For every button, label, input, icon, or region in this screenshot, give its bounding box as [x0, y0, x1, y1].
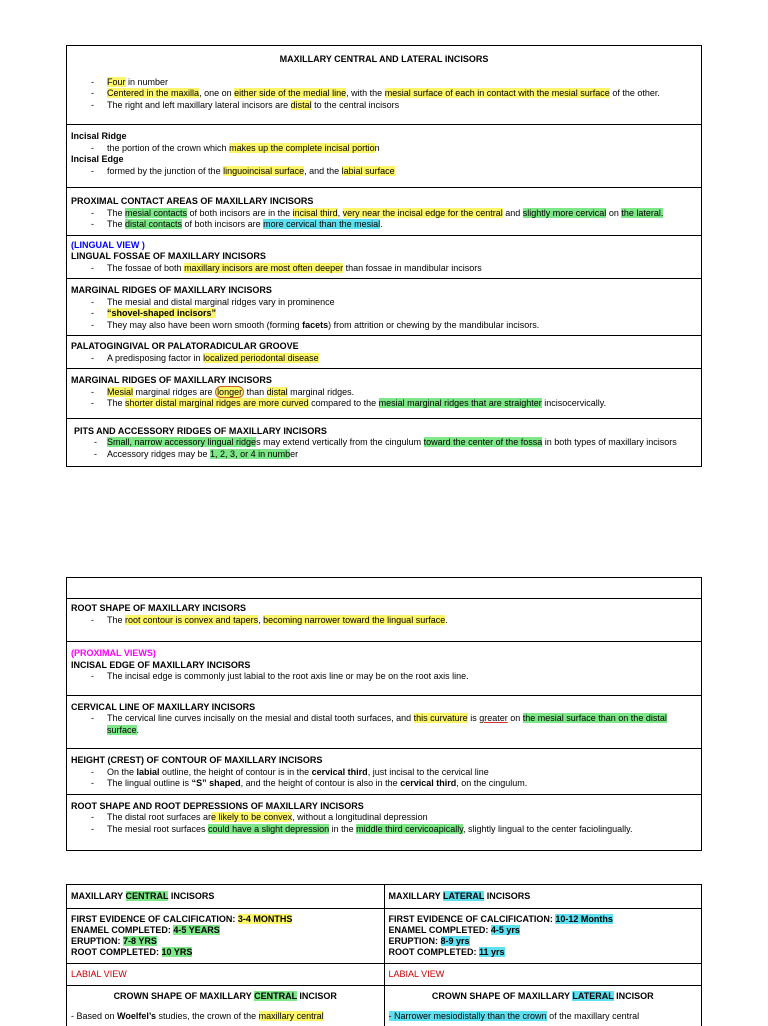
list-item: - The root contour is convex and tapers, becoming narrower toward the lingual surface.	[71, 615, 697, 627]
table-row	[67, 909, 701, 964]
central-view-label: LABIAL VIEW	[71, 969, 127, 979]
intro-section	[67, 46, 701, 125]
lateral-view-label: LABIAL VIEW	[384, 964, 702, 985]
section-heading: Incisal Edge	[71, 154, 124, 164]
root-shape-section	[67, 599, 701, 642]
list-item: - formed by the junction of the linguoincisal surface, and the labial surface	[71, 166, 697, 178]
table-title: MAXILLARY CENTRAL AND LATERAL INCISORS	[279, 54, 489, 64]
root-depressions-section	[67, 795, 701, 851]
list-item: - The lingual outline is “S” shaped, and the height of contour is also in the cervical third, on the cingulum.	[71, 778, 697, 790]
central-crown-cell: CROWN SHAPE OF MAXILLARY CENTRAL INCISOR - Based on Woelfel’s studies, the crown of the maxillary central	[71, 991, 337, 1021]
list-item: - The shorter distal marginal ridges are more curved compared to the mesial marginal ridges that are straighter incisocervically.	[71, 398, 697, 410]
lateral-column-header: MAXILLARY LATERAL INCISORS	[384, 885, 702, 908]
list-item: - The mesial contacts of both incisors are in the incisal third, very near the incisal edge for the central and slightly more cervical on the lateral.	[71, 208, 697, 220]
section-heading: Incisal Ridge	[71, 131, 127, 141]
pits-section	[67, 419, 701, 467]
cervical-line-section	[67, 696, 701, 750]
list-item: - The distal root surfaces are likely to be convex, without a longitudinal depression	[71, 812, 697, 824]
list-item: - The incisal edge is commonly just labial to the root axis line or may be on the root axis line.	[71, 671, 697, 683]
table-row	[67, 986, 701, 1026]
proximal-section	[67, 188, 701, 236]
section-heading: MARGINAL RIDGES OF MAXILLARY INCISORS	[71, 375, 272, 385]
list-item: - The mesial root surfaces could have a slight depression in the middle third cervicoapically, slightly lingual to the center faciolingually.	[71, 824, 697, 836]
list-item: - Centered in the maxilla, one on either side of the medial line, with the mesial surface of each in contact with the mesial surface of the other.	[71, 88, 697, 100]
incisal-section	[67, 125, 701, 188]
list-item: - the portion of the crown which makes up the complete incisal portion	[71, 143, 697, 155]
empty-header-row	[67, 578, 701, 599]
list-item: - The fossae of both maxillary incisors are most often deeper than fossae in mandibular incisors	[71, 263, 697, 275]
section-heading: ROOT SHAPE OF MAXILLARY INCISORS	[71, 603, 247, 613]
section-heading: HEIGHT (CREST) OF CONTOUR OF MAXILLARY INCISORS	[71, 755, 323, 765]
list-item: - The right and left maxillary lateral incisors are distal to the central incisors	[71, 100, 697, 112]
view-label: (LINGUAL VIEW )	[71, 239, 145, 250]
list-item: - They may also have been worn smooth (forming facets) from attrition or chewing by the mandibular incisors.	[71, 320, 697, 332]
marginal-ridges-section	[67, 279, 701, 336]
section-heading: INCISAL EDGE OF MAXILLARY INCISORS	[71, 659, 251, 670]
groove-section	[67, 336, 701, 369]
list-item: - Small, narrow accessory lingual ridges may extend vertically from the cingulum toward the center of the fossa in both types of maxillary incisors	[74, 437, 697, 449]
list-item: - Accessory ridges may be 1, 2, 3, or 4 in number	[74, 449, 697, 461]
table-row	[67, 964, 701, 986]
section-heading: CERVICAL LINE OF MAXILLARY INCISORS	[71, 701, 256, 712]
incisors-table-2	[66, 577, 702, 851]
section-heading: PALATOGINGIVAL OR PALATORADICULAR GROOVE	[71, 341, 299, 351]
lingual-section	[67, 236, 701, 280]
section-heading: PROXIMAL CONTACT AREAS OF MAXILLARY INCISORS	[71, 196, 314, 206]
section-heading: LINGUAL FOSSAE OF MAXILLARY INCISORS	[71, 251, 266, 261]
lateral-crown-cell: CROWN SHAPE OF MAXILLARY LATERAL INCISOR - Narrower mesiodistally than the crown of the maxillary central	[384, 986, 702, 1026]
list-item: - The distal contacts of both incisors are more cervical than the mesial.	[71, 219, 697, 231]
list-item: - The cervical line curves incisally on the mesial and distal tooth surfaces, and this curvature is greater on the mesial surface than on the distal surface.	[71, 713, 697, 736]
section-heading: ROOT SHAPE AND ROOT DEPRESSIONS OF MAXILLARY INCISORS	[71, 800, 364, 811]
incisors-table-1	[66, 45, 702, 467]
marginal-ridges-section-2	[67, 369, 701, 419]
list-item: - A predisposing factor in localized periodontal disease	[71, 353, 697, 365]
list-item: - Four in number	[71, 77, 697, 89]
section-heading: PITS AND ACCESSORY RIDGES OF MAXILLARY INCISORS	[74, 425, 327, 436]
list-item: - The mesial and distal marginal ridges vary in prominence	[71, 297, 697, 309]
view-label: (PROXIMAL VIEWS)	[71, 648, 156, 658]
list-item: - “shovel-shaped incisors”	[71, 308, 697, 320]
lateral-timeline-cell: FIRST EVIDENCE OF CALCIFICATION: 10-12 Months ENAMEL COMPLETED: 4-5 yrs ERUPTION: 8-9 yrs ROOT COMPLETED: 11 yrs	[384, 909, 702, 963]
table-row	[67, 885, 701, 909]
list-item: - On the labial outline, the height of contour is in the cervical third, just incisal to the cervical line	[71, 767, 697, 779]
height-contour-section	[67, 749, 701, 795]
incisal-edge-section	[67, 642, 701, 696]
central-lateral-comparison-table	[66, 884, 702, 1026]
list-item: - Mesial marginal ridges are longer than distal marginal ridges.	[71, 387, 697, 399]
central-column-header: MAXILLARY CENTRAL INCISORS	[71, 891, 215, 901]
central-timeline-cell: FIRST EVIDENCE OF CALCIFICATION: 3-4 MONTHS ENAMEL COMPLETED: 4-5 YEARS ERUPTION: 7-8 YRS ROOT COMPLETED: 10 YRS	[71, 914, 293, 957]
section-heading: MARGINAL RIDGES OF MAXILLARY INCISORS	[71, 285, 272, 295]
